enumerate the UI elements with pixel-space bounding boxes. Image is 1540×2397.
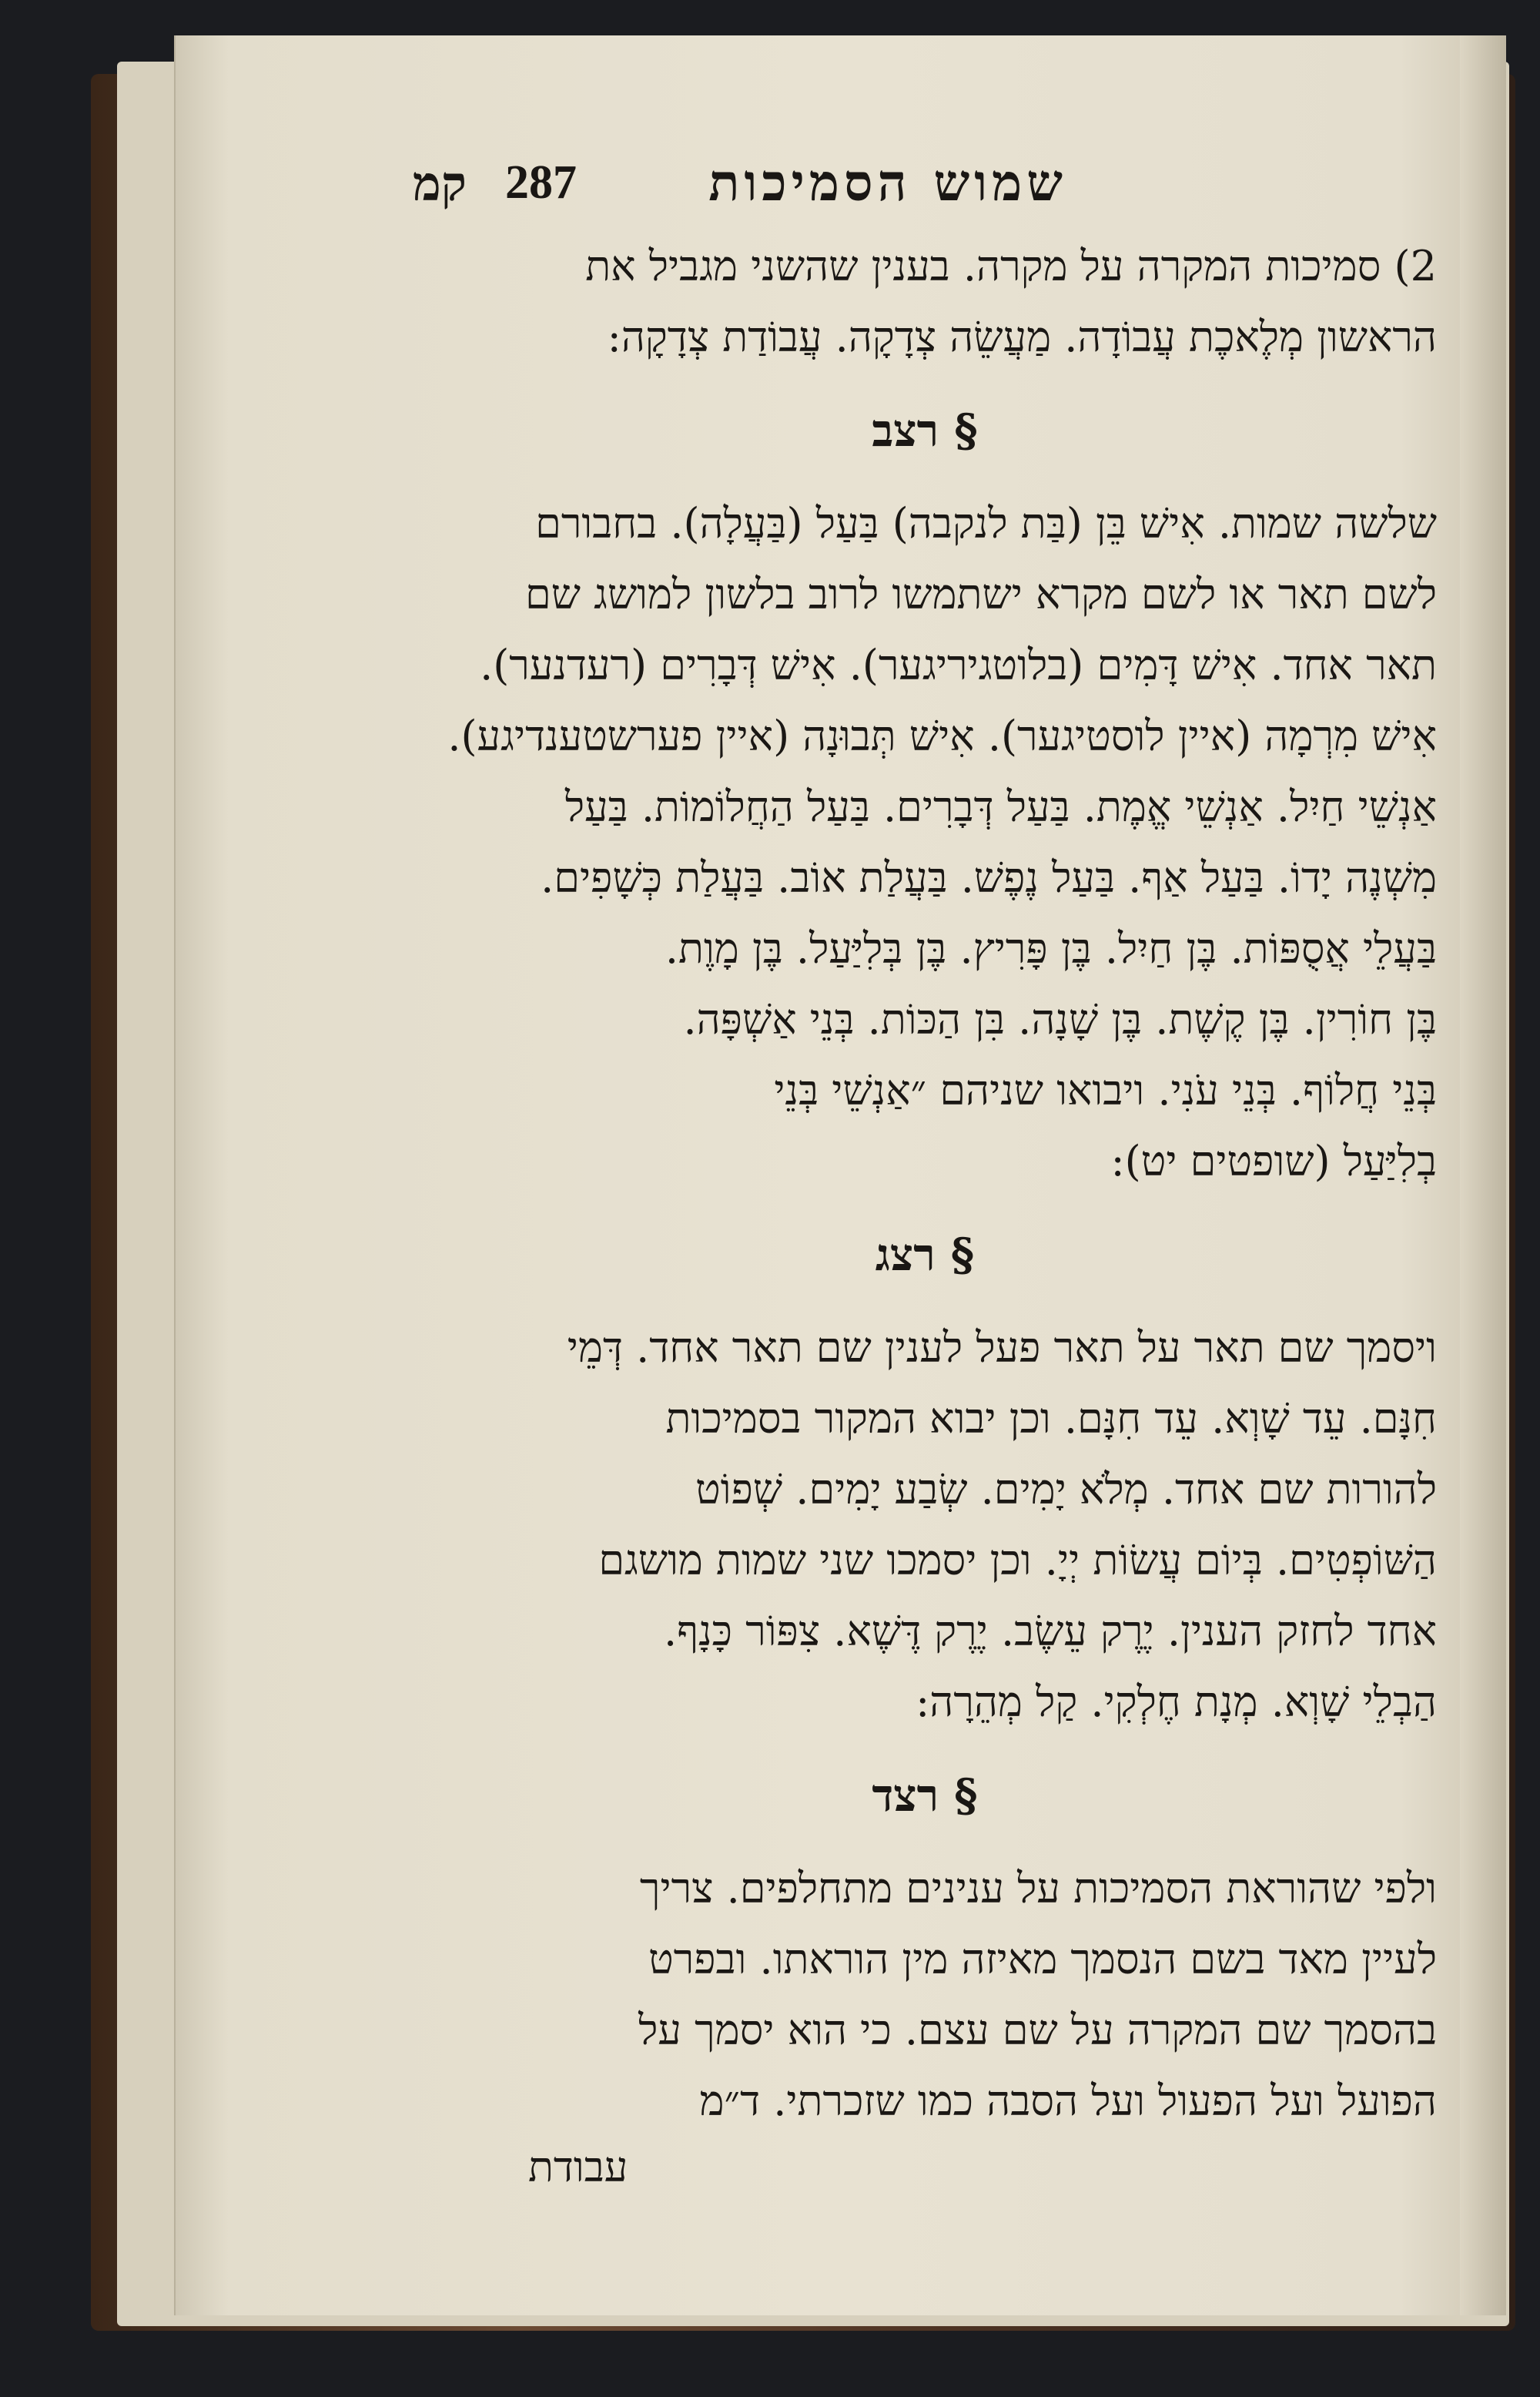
section-292 <box>413 373 1437 1197</box>
text-line: בֶּן חוֹרִין. בֶּן קֶשֶׁת. בֶּן שָׁנָה. בִּן הַכּוֹת. בְּנֵי אַשְׁפָּה. <box>683 995 1437 1044</box>
section-continuation <box>413 231 1437 373</box>
text-line: בַּעֲלֵי אֲסֻפּוֹת. בֶּן חַיִל. בֶּן פָּרִיץ. בֶּן בְּלִיַּעַל. בֶּן מָוֶת. <box>665 924 1437 973</box>
text-line: בהסמך שם המקרה על שם עצם. כי הוא יסמך על <box>638 2006 1437 2054</box>
text-line: להורות שם אחד. מְלֹא יָמִים. שְׂבַע יָמִים. שְׁפוֹט <box>695 1465 1437 1514</box>
page-number-hebrew: קמ <box>413 156 467 212</box>
section-heading: § רצג <box>875 1229 975 1281</box>
catchword: עבודת <box>528 2143 628 2191</box>
text-line: הַבְלֵי שָׁוְא. מְנָת חֶלְקִי. קַל מְהֵרָה: <box>916 1678 1437 1726</box>
text-block <box>413 139 1437 2198</box>
running-title: שמוש הסמיכות <box>708 153 1067 213</box>
text-line: חִנָּם. עֵד שָׁוְא. עֵד חִנָּם. וכן יבוא המקור בסמיכות <box>665 1394 1437 1443</box>
text-line: בְלִיַּעַל (שופטים יט): <box>1110 1137 1437 1185</box>
text-line: הראשון מְלֶאכֶת עֲבוֹדָה. מַעֲשֵׂה צְדָקָה. עֲבוֹדַת צְדָקָה: <box>607 313 1437 361</box>
text-line: ויסמך שם תאר על תאר פעל לענין שם תאר אחד. דְּמֵי <box>567 1323 1437 1372</box>
section-294 <box>413 1738 1437 2137</box>
page-gutter <box>1460 35 1506 2315</box>
text-line: הַשּׁוֹפְטִים. בְּיוֹם עֲשׂוֹת יְיָ. וכן יסמכו שני שמות מושגם <box>598 1536 1437 1584</box>
text-line: לעיין מאד בשם הנסמך מאיזה מין הוראתו. ובפרט <box>648 1935 1437 1983</box>
text-line: תאר אחד. אִישׁ דָּמִים (בלוטגיריגער). אִישׁ דְּבָרִים (רעדנער). <box>480 641 1437 689</box>
page-number: 287 <box>505 156 577 209</box>
text-line: אַנְשֵׁי חַיִל. אַנְשֵׁי אֱמֶת. בַּעַל דְּבָרִים. בַּעַל הַחֲלוֹמוֹת. בַּעַל <box>564 783 1437 831</box>
text-line: לשם תאר או לשם מקרא ישתמשו לרוב בלשון למושג שם <box>525 570 1437 619</box>
section-heading: § רצב <box>872 404 978 457</box>
text-line: שלשה שמות. אִישׁ בֵּן (בַּת לנקבה) בַּעַל (בַּעֲלָה). בחבורם <box>535 499 1437 548</box>
text-line: 2) סמיכות המקרה על מקרה. בענין שהשני מגביל את <box>585 242 1437 290</box>
section-293 <box>413 1197 1437 1738</box>
section-heading: § רצד <box>872 1769 978 1822</box>
text-line: מִשְׁנֶה יָדוֹ. בַּעַל אַף. בַּעַל נֶפֶשׁ. בַּעֲלַת אוֹב. בַּעֲלַת כְּשָׁפִים. <box>541 853 1437 902</box>
text-line: בְּנֵי חֲלוֹף. בְּנֵי עֹנִי. ויבואו שניהם ״אַנְשֵׁי בְּנֵי <box>774 1066 1437 1115</box>
text-line: אחד לחזק הענין. יֶרֶק עֵשֶׂב. יֶרֶק דֶּשֶׁא. צִפּוֹר כָּנָף. <box>663 1607 1437 1655</box>
text-line: אִישׁ מִרְמָה (איין לוסטיגער). אִישׁ תְּבוּנָה (איין פערשטענדיגע). <box>447 712 1437 760</box>
text-line: ולפי שהוראת הסמיכות על ענינים מתחלפים. צריך <box>639 1864 1437 1913</box>
text-line: הפועל ועל הפעול ועל הסבה כמו שזכרתי. ד״מ <box>699 2077 1437 2125</box>
running-head <box>413 139 1437 231</box>
